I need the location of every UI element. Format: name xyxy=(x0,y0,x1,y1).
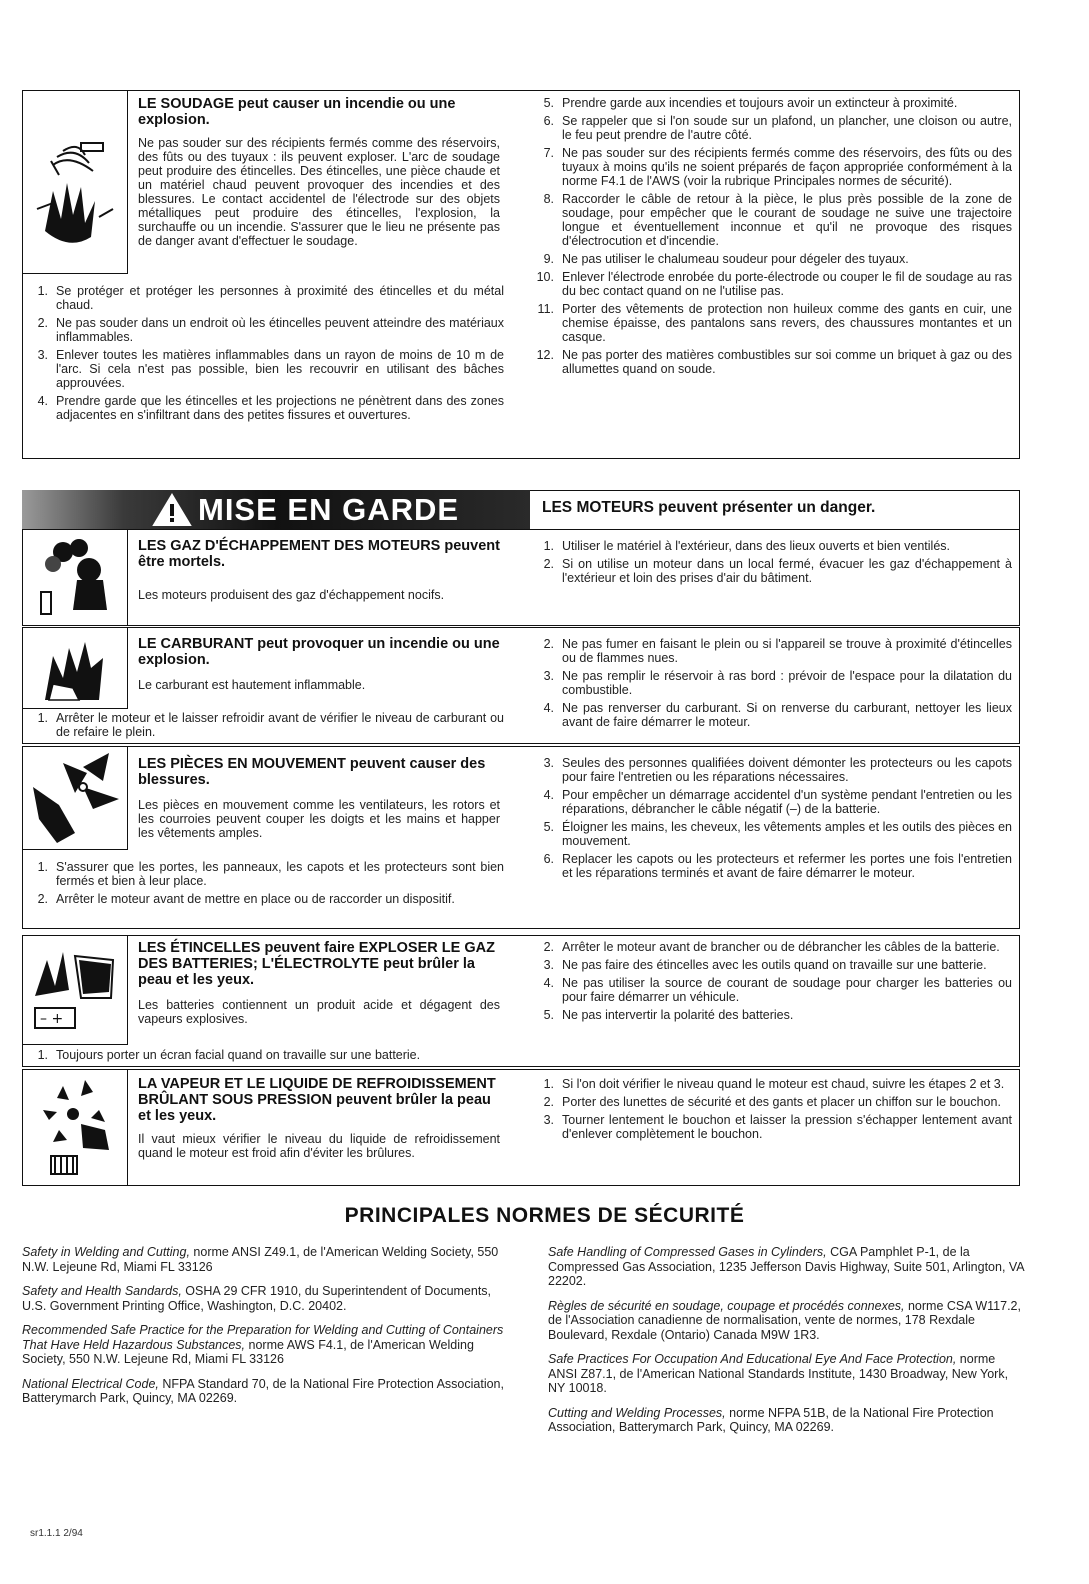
hot-coolant-icon xyxy=(22,1069,128,1186)
list-item: 8. Raccorder le câble de retour à la pièce, le plus près possible de la zone de soudage, pour empêcher que le courant de soudage ne suive une trajectoire longue et éventuellement inconnue et qu'il ne provoque des risques d'électrocution et d'incendie. xyxy=(543,192,1012,248)
precaution-list-right xyxy=(528,539,1012,585)
standard-reference: Safety and Health Sandards, OSHA 29 CFR 1910, du Superintendent of Documents, U.S. Government Printing Office, Washington, D.C. 20402. xyxy=(22,1284,492,1313)
standard-reference: Safe Handling of Compressed Gases in Cylinders, CGA Pamphlet P-1, de la Compressed Gas Association, 1235 Jefferson Davis Highway, Suite 501, Arlington, VA 22202. xyxy=(548,1245,1024,1288)
list-item: 1. S'assurer que les portes, les panneaux, les capots et les protecteurs sont bien fermés et bien à leur place. xyxy=(37,860,504,888)
list-item: 1. Toujours porter un écran facial quand on travaille sur une batterie. xyxy=(37,1048,421,1062)
svg-text:– +: – + xyxy=(40,1011,64,1027)
standard-reference: Safety in Welding and Cutting, norme ANSI Z49.1, de l'American Welding Society, 550 N.W. Lejeune Rd, Miami FL 33126 xyxy=(22,1245,499,1274)
list-item: 5. Prendre garde aux incendies et toujours avoir un extincteur à proximité. xyxy=(543,96,958,110)
section-intro: Les batteries contiennent un produit acide et dégagent des vapeurs explosives. xyxy=(138,998,500,1026)
list-item: 5. Ne pas intervertir la polarité des batteries. xyxy=(543,1008,794,1022)
warning-banner xyxy=(22,490,530,530)
moving-parts-hand-icon xyxy=(22,746,128,850)
list-item: 3. Seules des personnes qualifiées doivent démonter les protecteurs ou les capots pour faire l'entretien ou les réparations nécessaires. xyxy=(543,756,1012,784)
list-item: 1. Se protéger et protéger les personnes à proximité des étincelles et du métal chaud. xyxy=(37,284,504,312)
banner-title: MISE EN GARDE xyxy=(198,492,460,527)
precaution-list-right xyxy=(528,756,1012,880)
list-item: 2. Arrêter le moteur avant de brancher ou de débrancher les câbles de la batterie. xyxy=(543,940,1000,954)
list-item: 1. Arrêter le moteur et le laisser refroidir avant de vérifier le niveau de carburant ou de refaire le plein. xyxy=(37,711,504,739)
list-item: 6. Se rappeler que si l'on soude sur un plafond, un plancher, une cloison ou autre, le feu peut prendre de l'autre côté. xyxy=(543,114,1012,142)
list-item: 3. Ne pas remplir le réservoir à ras bord : prévoir de l'espace pour la dilatation du combustible. xyxy=(543,669,1012,697)
list-item: 9. Ne pas utiliser le chalumeau soudeur pour dégeler des tuyaux. xyxy=(543,252,909,266)
section-intro: Les pièces en mouvement comme les ventilateurs, les rotors et les courroies peuvent couper les doigts et les mains et happer les vêtements amples. xyxy=(138,798,500,840)
precaution-list-left xyxy=(22,860,504,906)
list-item: 4. Ne pas renverser du carburant. Si on renverse du carburant, nettoyer les lieux avant de faire démarrer le moteur. xyxy=(543,701,1012,729)
standard-reference: National Electrical Code, NFPA Standard 70, de la National Fire Protection Association, Batterymarch Park, Quincy, MA 02269. xyxy=(22,1376,504,1405)
list-item: 7. Ne pas souder sur des récipients fermés comme des réservoirs, des fûts ou des tuyaux à moins qu'ils ne soient préparés de façon appropriée conformément à la norme F4.1 de l'AWS (voir la rubrique Principales normes de sécurité). xyxy=(543,146,1012,188)
precaution-list-left xyxy=(22,1048,504,1062)
fuel-fire-icon xyxy=(22,627,128,709)
standards-left-column xyxy=(22,1245,506,1416)
section-heading: LES ÉTINCELLES peuvent faire EXPLOSER LE GAZ DES BATTERIES; L'ÉLECTROLYTE peut brûler la peau et les yeux. xyxy=(138,940,495,988)
standard-reference: Safe Practices For Occupation And Educational Eye And Face Protection, norme ANSI Z87.1, de l'American National Standards Institute, 1430 Broadway, New York, NY 10018. xyxy=(548,1352,1009,1395)
warning-triangle-icon xyxy=(152,493,192,527)
precaution-list-left xyxy=(22,711,504,739)
list-item: 2. Ne pas souder dans un endroit où les étincelles peuvent atteindre des matériaux inflammables. xyxy=(37,316,504,344)
precaution-list-right xyxy=(528,96,1012,376)
list-item: 10. Enlever l'électrode enrobée du porte-électrode ou couper le fil de soudage au ras du bec contact quand on ne l'utilise pas. xyxy=(536,270,1012,298)
list-item: 3. Ne pas faire des étincelles avec les outils quand on travaille sur une batterie. xyxy=(543,958,987,972)
list-item: 4. Prendre garde que les étincelles et les projections ne pénètrent dans des zones adjacentes en s'infiltrant dans des petites fissures et ouvertures. xyxy=(37,394,504,422)
list-item: 2. Si on utilise un moteur dans un local fermé, évacuer les gaz d'échappement à l'extérieur et loin des prises d'air du bâtiment. xyxy=(543,557,1012,585)
welding-fire-hazard-icon xyxy=(22,90,128,274)
battery-explosion-icon xyxy=(22,935,128,1045)
standard-reference: Règles de sécurité en soudage, coupage et procédés connexes, norme CSA W117.2, de l'Association canadienne de normalisation, vente de normes, 178 Rexdale Boulevard, Rexdale (Ontario) Canada M9W 1R3. xyxy=(548,1298,1021,1342)
section-heading: LES GAZ D'ÉCHAPPEMENT DES MOTEURS peuvent être mortels. xyxy=(138,538,500,570)
list-item: 12. Ne pas porter des matières combustibles sur soi comme un briquet à gaz ou des allumettes quand on soude. xyxy=(536,348,1012,376)
section-intro: Le carburant est hautement inflammable. xyxy=(138,678,366,692)
precaution-list-left xyxy=(22,284,504,422)
section-heading: LE SOUDAGE peut causer un incendie ou une explosion. xyxy=(138,96,456,128)
list-item: 3. Enlever toutes les matières inflammables dans un rayon de moins de 10 m de l'arc. Si cela n'est pas possible, bien les recouvrir en utilisant des bâches approuvées. xyxy=(37,348,504,390)
precaution-list-right xyxy=(528,637,1012,729)
standards-title: PRINCIPALES NORMES DE SÉCURITÉ xyxy=(344,1204,745,1227)
footer-code: sr1.1.1 2/94 xyxy=(30,1528,83,1539)
list-item: 3. Tourner lentement le bouchon et laisser la pression s'échapper lentement avant d'enlever complètement le bouchon. xyxy=(543,1113,1012,1141)
list-item: 5. Éloigner les mains, les cheveux, les vêtements amples et les outils des pièces en mouvement. xyxy=(543,820,1012,848)
engines-heading: LES MOTEURS peuvent présenter un danger. xyxy=(542,499,876,516)
section-heading: LA VAPEUR ET LE LIQUIDE DE REFROIDISSEMENT BRÛLANT SOUS PRESSION peuvent brûler la peau et les yeux. xyxy=(138,1076,496,1124)
list-item: 11. Porter des vêtements de protection non huileux comme des gants en cuir, une chemise épaisse, des pantalons sans revers, des chaussures montantes et un casque. xyxy=(537,302,1012,344)
list-item: 1. Si l'on doit vérifier le niveau quand le moteur est chaud, suivre les étapes 2 et 3. xyxy=(543,1077,1005,1091)
list-item: 6. Replacer les capots ou les protecteurs et refermer les portes une fois l'entretien et les réparations terminés et avant de faire démarrer le moteur. xyxy=(543,852,1012,880)
section-heading: LES PIÈCES EN MOUVEMENT peuvent causer des blessures. xyxy=(138,756,486,788)
section-heading: LE CARBURANT peut provoquer un incendie ou une explosion. xyxy=(138,636,500,668)
precaution-list-right xyxy=(528,940,1012,1022)
section-intro: Les moteurs produisent des gaz d'échappement nocifs. xyxy=(138,588,445,602)
list-item: 4. Pour empêcher un démarrage accidentel d'un système pendant l'entretien ou les réparations, débrancher le câble négatif (–) de la batterie. xyxy=(543,788,1012,816)
list-item: 2. Porter des lunettes de sécurité et des gants et placer un chiffon sur le bouchon. xyxy=(543,1095,1001,1109)
section-intro: Ne pas souder sur des récipients fermés comme des réservoirs, des fûts ou des tuyaux : ils peuvent exploser. L'arc de soudage peut produire des étincelles. Des étincelles, une pièce chaude et un matériel chaud peuvent provoquer des incendies et des blessures. Le contact accidentel de l'électrode sur des objets métalliques peut produire des étincelles, l'explosion, la surchauffe ou un incendie. S'assurer que le lieu ne présente pas de danger avant d'effectuer le soudage. xyxy=(138,136,500,248)
standards-right-column xyxy=(548,1245,1024,1445)
list-item: 2. Ne pas fumer en faisant le plein ou si l'appareil se trouve à proximité d'étincelles ou de flammes nues. xyxy=(543,637,1012,665)
section-intro: Il vaut mieux vérifier le niveau du liquide de refroidissement quand le moteur est froid afin d'éviter les brûlures. xyxy=(138,1132,500,1160)
standard-reference: Recommended Safe Practice for the Preparation for Welding and Cutting of Containers That Have Held Hazardous Substances, norme AWS F4.1, de l'American Welding Society, 550 N.W. Lejeune Rd, Miami FL 33126 xyxy=(22,1323,504,1366)
list-item: 2. Arrêter le moteur avant de mettre en place ou de raccorder un dispositif. xyxy=(37,892,455,906)
precaution-list-right xyxy=(528,1077,1012,1141)
exhaust-gas-icon xyxy=(22,529,128,626)
list-item: 1. Utiliser le matériel à l'extérieur, dans des lieux ouverts et bien ventilés. xyxy=(543,539,950,553)
standard-reference: Cutting and Welding Processes, norme NFPA 51B, de la National Fire Protection Association, Batterymarch Park, Quincy, MA 02269. xyxy=(548,1405,994,1434)
list-item: 4. Ne pas utiliser la source de courant de soudage pour charger les batteries ou pour faire démarrer un véhicule. xyxy=(543,976,1012,1004)
